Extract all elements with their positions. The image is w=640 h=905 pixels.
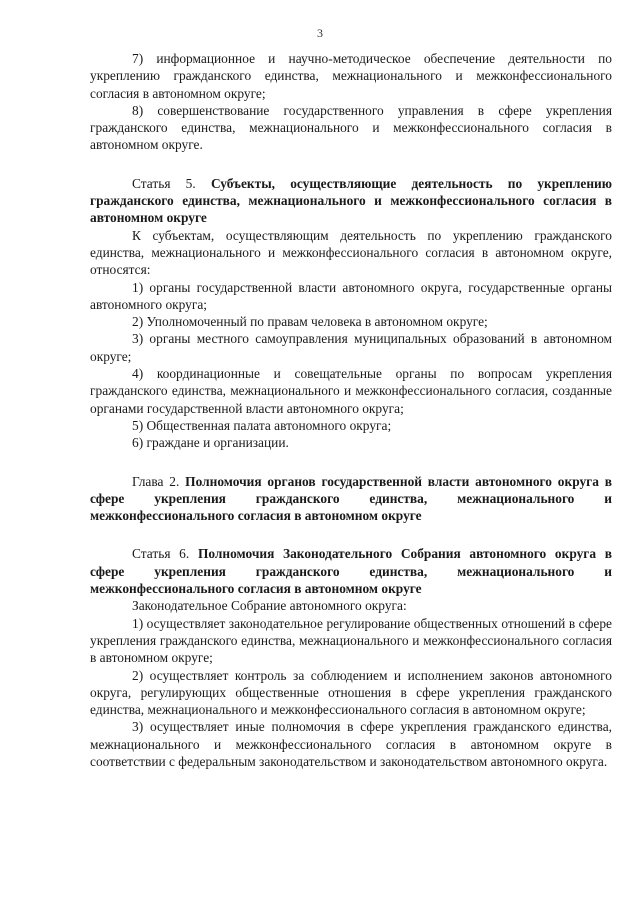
- article-5-item: 4) координационные и совещательные органы по вопросам укрепления гражданского единства, межнационального и межконфессионального согласия, созданные органами государственной власти автономного округа;: [90, 366, 612, 416]
- article-5-heading: [90, 175, 612, 227]
- chapter-2-title: Полномочия органов государственной власти автономного округа в сфере укрепления гражданского единства, межнационального и межконфессионального согласия в автономном округе: [90, 473, 613, 524]
- article-6-item: 3) осуществляет иные полномочия в сфере укрепления гражданского единства, межнационального и межконфессионального согласия в автономном округе в соответствии с федеральным законодательством и законодательством автономного округа.: [90, 719, 612, 769]
- article-6-title: Полномочия Законодательного Собрания автономного округа в сфере укрепления гражданского единства, межнационального и межконфессионального согласия в автономном округе: [90, 546, 612, 597]
- article-5-item: 3) органы местного самоуправления муниципальных образований в автономном округе;: [90, 331, 612, 364]
- page-number: 3: [317, 26, 323, 40]
- chapter-2-heading: [90, 473, 612, 525]
- list-item-8: 8) совершенствование государственного управления в сфере укрепления гражданского единства, межнационального и межконфессионального согласия в автономном округе.: [90, 102, 612, 153]
- article-6-label: Статья 6.: [132, 546, 190, 562]
- article-5-title: Субъекты, осуществляющие деятельность по укреплению гражданского единства, межнационального и межконфессионального согласия в автономном округе: [90, 175, 612, 226]
- article-5-label: Статья 5.: [132, 175, 196, 191]
- article-5-item: 2) Уполномоченный по правам человека в автономном округе;: [132, 314, 488, 330]
- article-5-item: 5) Общественная палата автономного округа;: [132, 417, 392, 433]
- article-6-item: 2) осуществляет контроль за соблюдением и исполнением законов автономного округа, регулирующих общественные отношения в сфере укрепления гражданского единства, межнационального и межконфессионального согласия в автономном округе;: [90, 667, 612, 718]
- document-body: [90, 50, 612, 770]
- article-6-item: 1) осуществляет законодательное регулирование общественных отношений в сфере укрепления гражданского единства, межнационального и межконфессионального согласия в автономном округе;: [90, 615, 612, 666]
- article-6-heading: [90, 545, 612, 597]
- list-item-7: 7) информационное и научно-методическое обеспечение деятельности по укреплению гражданского единства, межнационального и межконфессионального согласия в автономном округе;: [90, 51, 612, 101]
- article-5-item: 1) органы государственной власти автономного округа, государственные органы автономного округа;: [90, 279, 612, 312]
- chapter-2-label: Глава 2.: [132, 473, 180, 489]
- article-6-intro: Законодательное Собрание автономного округа:: [132, 598, 407, 614]
- article-5-intro: К субъектам, осуществляющим деятельность по укреплению гражданского единства, межнационального и межконфессионального согласия в автономном округе, относятся:: [90, 227, 612, 278]
- article-5-item: 6) граждане и организации.: [132, 435, 289, 451]
